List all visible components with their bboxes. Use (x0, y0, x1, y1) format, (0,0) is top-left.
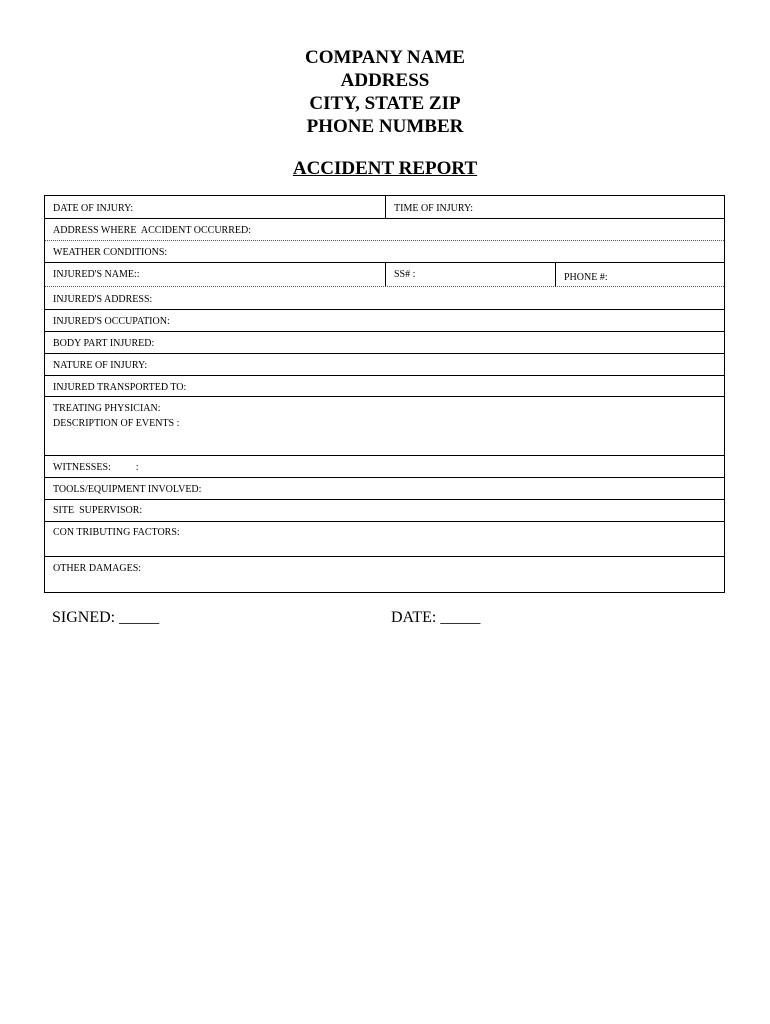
witnesses-field[interactable] (45, 456, 724, 478)
nature-of-injury-label: NATURE OF INJURY: (53, 360, 148, 371)
phone-label: PHONE #: (564, 272, 608, 283)
signed-line[interactable]: SIGNED: _____ (52, 609, 160, 626)
company-name: COMPANY NAME (305, 47, 465, 68)
treating-physician-field[interactable] (45, 397, 724, 416)
site-supervisor-field[interactable] (45, 500, 724, 522)
ss-number-field[interactable] (385, 263, 555, 286)
injured-address-label: INJURED'S ADDRESS: (53, 294, 153, 305)
injured-occupation-field[interactable] (45, 310, 724, 332)
description-of-events-label: DESCRIPTION OF EVENTS : (53, 418, 180, 429)
ss-number-label: SS# : (394, 269, 416, 280)
other-damages-label: OTHER DAMAGES: (53, 563, 142, 574)
weather-conditions-label: WEATHER CONDITIONS: (53, 247, 168, 258)
contributing-factors-field[interactable] (45, 522, 724, 557)
address-where-accident-field[interactable] (45, 219, 724, 241)
injured-transported-to-label: INJURED TRANSPORTED TO: (53, 382, 187, 393)
injured-address-field[interactable] (45, 287, 724, 310)
company-phone: PHONE NUMBER (306, 116, 464, 137)
injured-name-field[interactable] (45, 263, 385, 286)
phone-field[interactable] (555, 263, 724, 286)
contributing-factors-label: CON TRIBUTING FACTORS: (53, 527, 180, 538)
accident-report-form (44, 195, 725, 593)
injured-transported-to-field[interactable] (45, 376, 724, 397)
date-of-injury-label: DATE OF INJURY: (53, 203, 134, 214)
site-supervisor-label: SITE SUPERVISOR: (53, 505, 143, 516)
injured-occupation-label: INJURED'S OCCUPATION: (53, 316, 170, 327)
address-where-accident-label: ADDRESS WHERE ACCIDENT OCCURRED: (53, 225, 251, 236)
date-of-injury-field[interactable] (45, 196, 385, 218)
other-damages-field[interactable] (45, 557, 724, 592)
tools-equipment-field[interactable] (45, 478, 724, 500)
time-of-injury-field[interactable] (385, 196, 724, 218)
company-address: ADDRESS (340, 70, 430, 91)
nature-of-injury-field[interactable] (45, 354, 724, 376)
date-line[interactable]: DATE: _____ (391, 609, 481, 626)
company-city-state-zip: CITY, STATE ZIP (309, 93, 461, 114)
tools-equipment-label: TOOLS/EQUIPMENT INVOLVED: (53, 484, 202, 495)
witnesses-label: WITNESSES: : (53, 462, 139, 473)
body-part-injured-label: BODY PART INJURED: (53, 338, 155, 349)
weather-conditions-field[interactable] (45, 241, 724, 263)
letterhead (0, 46, 770, 138)
body-part-injured-field[interactable] (45, 332, 724, 354)
row-injured-name-ss-phone (45, 263, 724, 287)
row-date-time (45, 196, 724, 219)
injured-name-label: INJURED'S NAME:: (53, 269, 140, 280)
treating-physician-label: TREATING PHYSICIAN: (53, 403, 161, 414)
page-title: ACCIDENT REPORT (292, 158, 478, 179)
description-of-events-field[interactable] (45, 416, 724, 456)
time-of-injury-label: TIME OF INJURY: (394, 203, 474, 214)
